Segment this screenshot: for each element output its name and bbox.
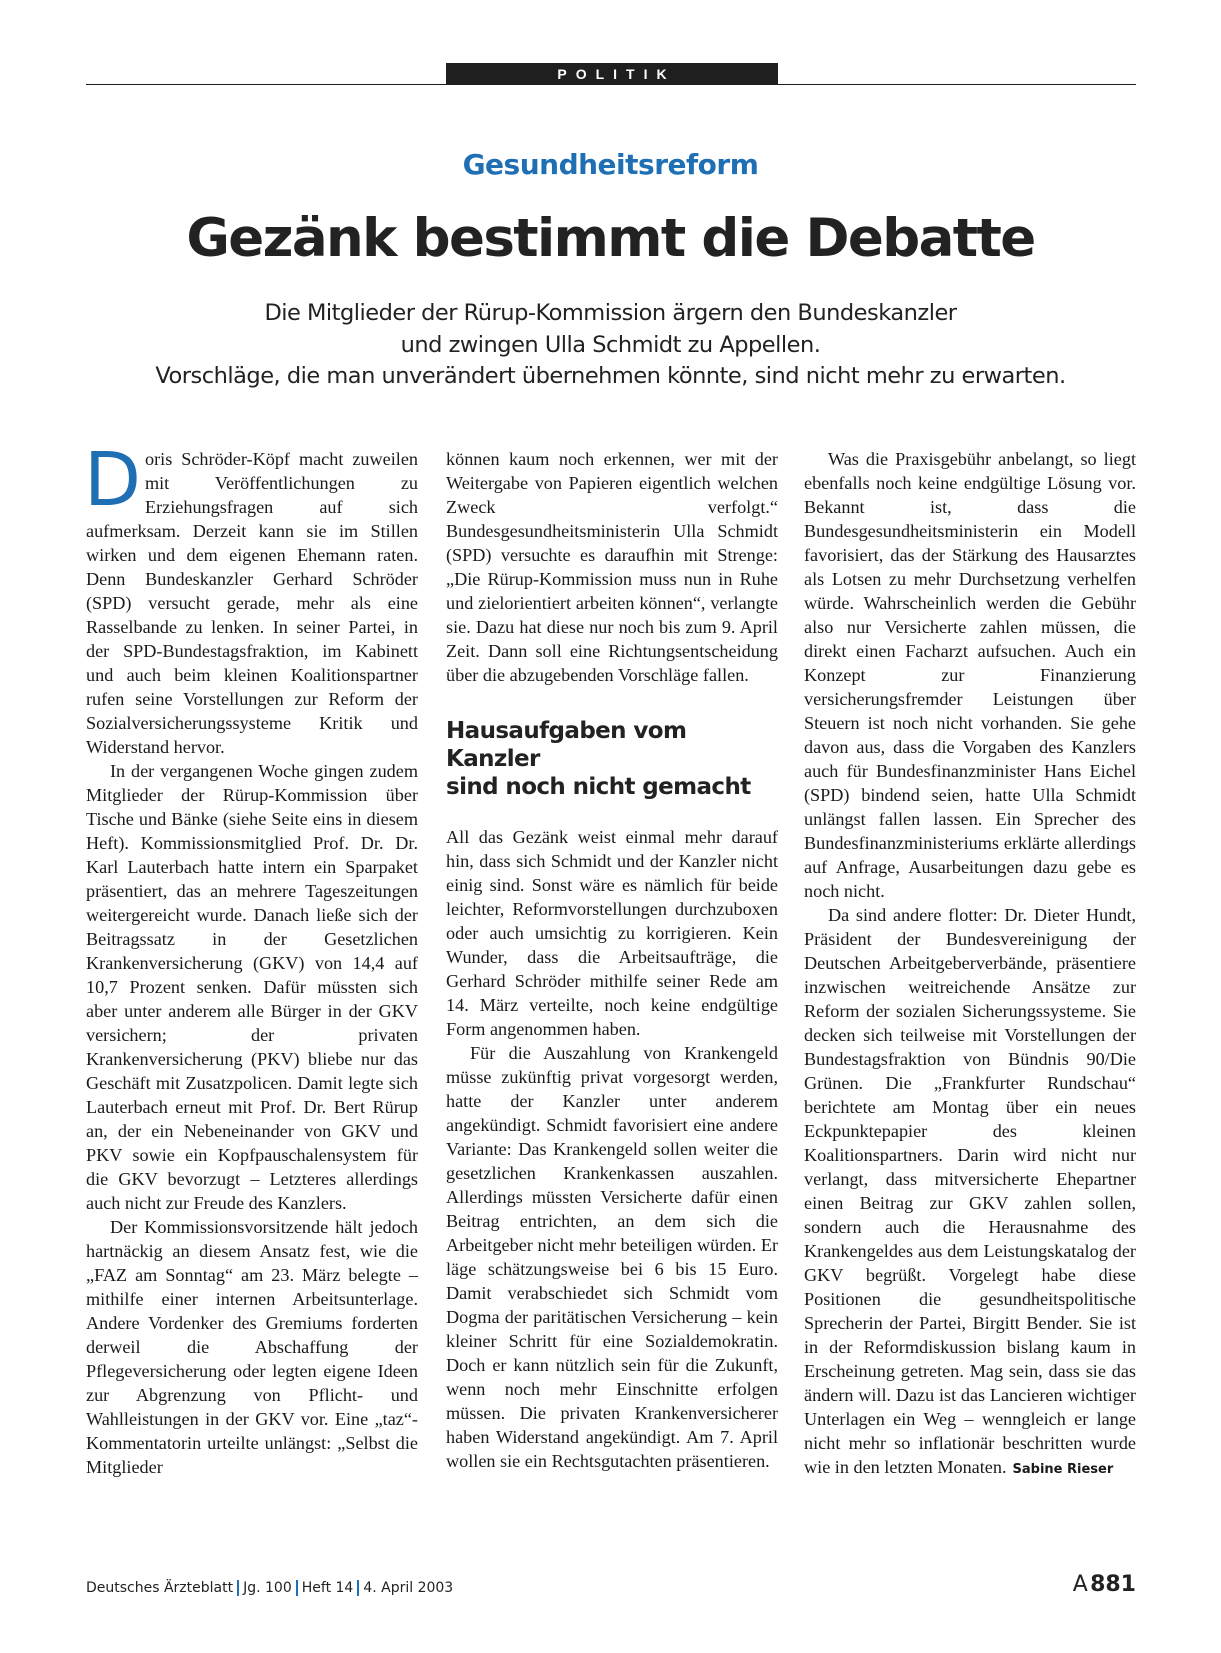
article-paragraph: Der Kommissionsvorsitzende hält jedoch hartnäckig an diesem Ansatz fest, wie die „FAZ am Sonntag“ am 23. März belegte – mithilfe einer internen Arbeitsunterlage. Andere Vordenker des Gremiums forderten derweil die Abschaffung der Pflegeversicherung oder legten eigene Ideen zur Abgrenzung von Pflicht- und Wahlleistungen in der GKV vor. Eine „taz“-Kommentatorin urteilte unlängst: „Selbst die Mitglieder <box>86 1217 418 1477</box>
journal-volume: Jg. 100 <box>243 1580 292 1596</box>
article-column-2 <box>446 447 778 1557</box>
page-number <box>1073 1572 1136 1597</box>
article-paragraph <box>84 437 418 759</box>
footer-separator <box>237 1580 239 1596</box>
article-column-3 <box>804 447 1136 1557</box>
subheading-line: sind noch nicht gemacht <box>446 774 751 800</box>
article-paragraph: Was die Praxisgebühr anbelangt, so liegt ebenfalls noch keine endgültige Lösung vor. Bekannt ist, dass die Bundesgesundheitsministerin ein Modell favorisiert, das der Stärkung des Hausarztes als Lotsen zu mehr Durchsetzung verhelfen würde. Wahrscheinlich werden die Gebühr also nur Versicherte zahlen müssen, die direkt einen Facharzt aufsuchen. Auch ein Konzept zur Finanzierung versicherungsfremder Leistungen über Steuern ist noch nicht vorhanden. Sie gehe davon aus, dass die Vorgaben des Kanzlers auch für Bundesfinanzminister Hans Eichel (SPD) bindend seien, hatte Ulla Schmidt unlängst fallen lassen. Ein Sprecher des Bundesfinanzministeriums erklärte allerdings auf Anfrage, Ausarbeitungen dazu gebe es noch nicht. <box>804 449 1136 901</box>
author-byline: Sabine Rieser <box>1012 1462 1114 1477</box>
footer-citation <box>86 1580 453 1596</box>
dropcap: D <box>84 437 141 523</box>
article-paragraph: Für die Auszahlung von Krankengeld müsse zukünftig privat vorgesorgt werden, hatte der Kanzler unter anderem angekündigt. Schmidt favorisiert eine andere Variante: Das Krankengeld sollen weiter die gesetzlichen Krankenkassen auszahlen. Allerdings müssten Versicherte dafür einen Beitrag entrichten, an dem sich die Arbeitgeber nicht mehr beteiligen würden. Er läge schätzungsweise bei 6 bis 15 Euro. Damit verabschiedet sich Schmidt vom Dogma der paritätischen Versicherung – kein kleiner Schritt für eine Sozialdemokratin. Doch er kann nützlich sein für die Zukunft, wenn noch mehr Einschnitte erfolgen müssen. Die privaten Krankenversicherer haben Widerstand angekündigt. Am 7. April wollen sie ein Rechtsgutachten präsentieren. <box>446 1043 778 1471</box>
lead-paragraph <box>60 298 1161 393</box>
subheading <box>446 717 778 801</box>
article-paragraph: All das Gezänk weist einmal mehr darauf hin, dass sich Schmidt und der Kanzler nicht einig sind. Sonst wäre es nämlich für beide leichter, Reformvorstellungen durchzuboxen oder auch umsichtig zu korrigieren. Kein Wunder, dass die Arbeitsaufträge, die Gerhard Schröder mithilfe seiner Rede am 14. März verteilte, noch keine endgültige Form angenommen haben. <box>446 827 778 1039</box>
lead-line: Vorschläge, die man unverändert übernehmen könnte, sind nicht mehr zu erwarten. <box>155 363 1066 389</box>
subheading-line: Hausaufgaben vom Kanzler <box>446 718 687 772</box>
top-rule <box>86 84 1136 85</box>
headline: Gezänk bestimmt die Debatte <box>186 208 1035 269</box>
journal-name: Deutsches Ärzteblatt <box>86 1580 234 1596</box>
article-column-1 <box>84 437 418 1557</box>
paragraph-text: Da sind andere flotter: Dr. Dieter Hundt, Präsident der Bundesvereinigung der Deutschen Arbeitgeberverbände, präsentiere inzwischen weitreichende Ansätze zur Reform der sozialen Sicherungssysteme. Sie decken sich teilweise mit Vorstellungen der Bundestagsfraktion von Bündnis 90/Die Grünen. Die „Frankfurter Rundschau“ berichtete am Montag über ein neues Eckpunktepapier des kleinen Koalitionspartners. Darin wird nicht nur verlangt, dass mitversicherte Ehepartner einen Beitrag zur GKV zahlen sollen, sondern auch die Herausnahme des Krankengeldes aus dem Leistungskatalog der GKV begrüßt. Vorgelegt habe diese Positionen die gesundheitspolitische Sprecherin der Partei, Birgitt Bender. Sie ist in der Reformdiskussion bislang kaum in Erscheinung getreten. Mag sein, dass sie das ändern will. Dazu ist das Lancieren wichtiger Unterlagen ein Weg – wenngleich er lange nicht mehr so inflationär beschritten wurde wie in den letzten Monaten. <box>804 905 1136 1477</box>
lead-line: und zwingen Ulla Schmidt zu Appellen. <box>400 331 821 358</box>
journal-date: 4. April 2003 <box>363 1580 454 1596</box>
paragraph-text: oris Schröder-Köpf macht zuweilen mit Veröffentlichungen zu Erziehungsfragen auf sich aufmerksam. Derzeit kann sie im Stillen wirken und dem eigenen Ehemann raten. Denn Bundeskanzler Gerhard Schröder (SPD) versucht gerade, mehr als eine Rasselbande zu lenken. In seiner Partei, in der SPD-Bundestagsfraktion, im Kabinett und auch beim kleinen Koalitionspartner rufen seine Vorstellungen zur Reform der Sozialversicherungssysteme Kritik und Widerstand hervor. <box>86 449 418 757</box>
article-paragraph: In der vergangenen Woche gingen zudem Mitglieder der Rürup-Kommission über Tische und Bänke (siehe Seite eins in diesem Heft). Kommissionsmitglied Prof. Dr. Dr. Karl Lauterbach hatte intern ein Sparpaket präsentiert, das an mehrere Tageszeitungen weitergereicht wurde. Danach ließe sich der Beitragssatz in der Gesetzlichen Krankenversicherung (GKV) von 14,4 auf 10,7 Prozent senken. Dafür müssten sich aber unter anderem alle Bürger in der GKV versichern; der privaten Krankenversicherung (PKV) bliebe nur das Geschäft mit Zusatzpolicen. Damit legte sich Lauterbach erneut mit Prof. Dr. Bert Rürup an, der ein Nebeneinander von GKV und PKV sowie ein Kopfpauschalensystem für die GKV bevorzugt – Letzteres allerdings auch nicht zur Freude des Kanzlers. <box>86 761 418 1213</box>
page-number-value: 881 <box>1090 1572 1136 1597</box>
article-paragraph <box>804 903 1136 1482</box>
article-paragraph: können kaum noch erkennen, wer mit der Weitergabe von Papieren eigentlich welchen Zweck verfolgt.“ Bundesgesundheitsministerin Ulla Schmidt (SPD) versuchte es daraufhin mit Strenge: „Die Rürup-Kommission muss nun in Ruhe und zielorientiert arbeiten können“, verlangte sie. Dazu hat diese nur noch bis zum 9. April Zeit. Dann soll eine Richtungsentscheidung über die abzugebenden Vorschläge fallen. <box>446 449 778 685</box>
page-prefix: A <box>1072 1572 1088 1597</box>
footer-separator <box>296 1580 298 1596</box>
lead-line: Die Mitglieder der Rürup-Kommission ärgern den Bundeskanzler <box>264 300 957 326</box>
footer-separator <box>357 1580 359 1596</box>
section-label: POLITIK <box>446 63 778 85</box>
journal-issue: Heft 14 <box>301 1580 354 1596</box>
kicker: Gesundheitsreform <box>462 148 759 181</box>
